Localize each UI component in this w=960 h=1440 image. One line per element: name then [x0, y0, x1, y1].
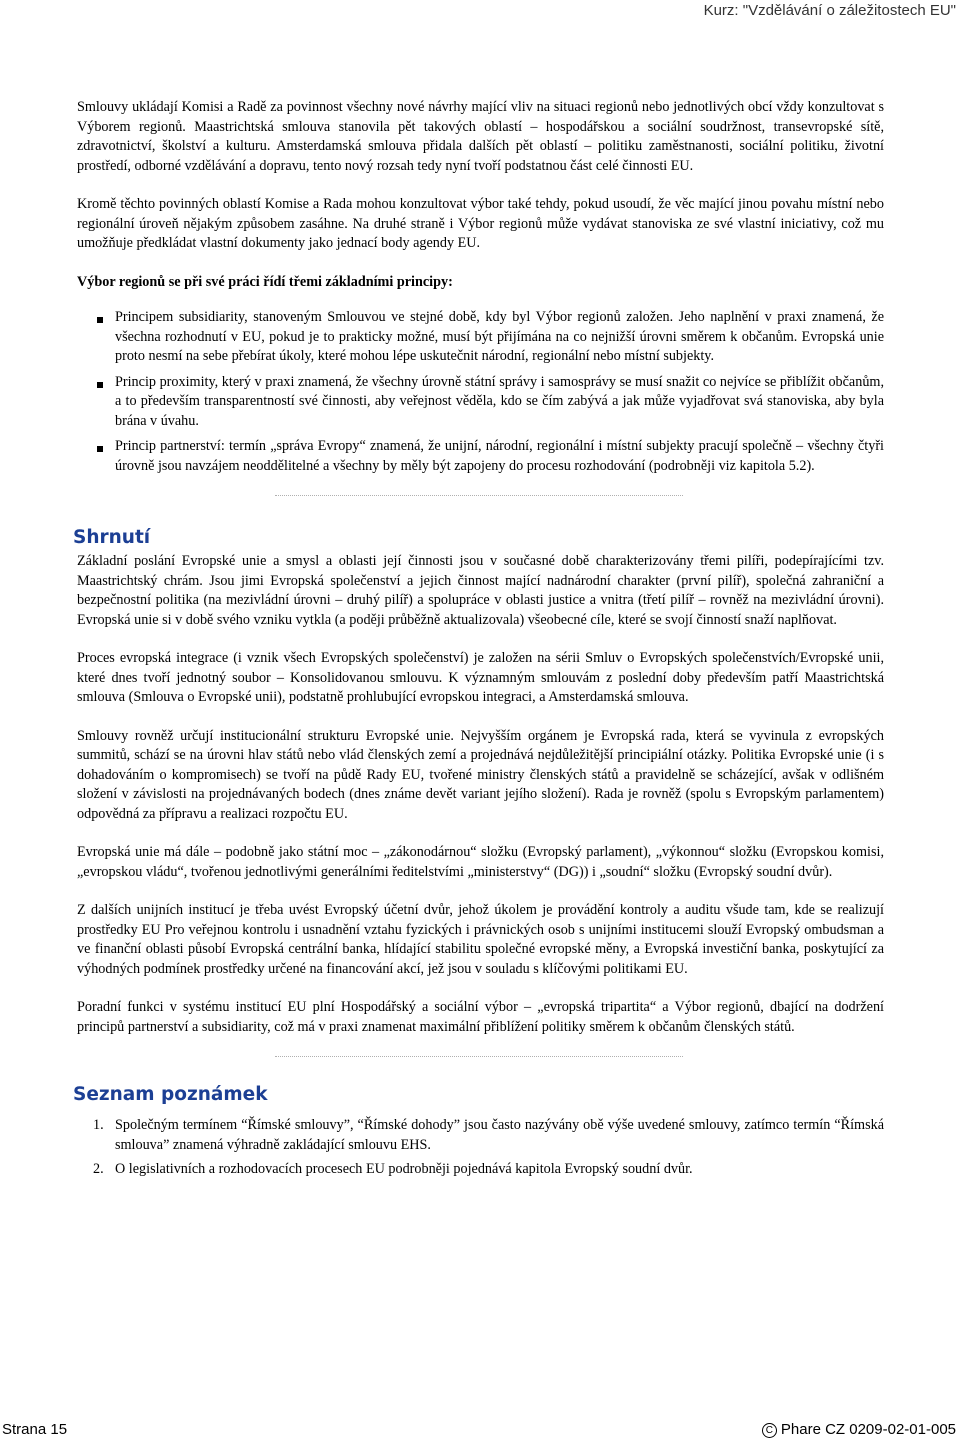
summary-paragraph: Proces evropská integrace (i vznik všech Evropských společenství) je založen na sérii Smluv o Evropských společenstvích/Evropské unii, které dnes tvoří jednotný soubor – Konsolidovanou smlouvu. K významným smlouvám z poslední doby především patří Maastrichtská smlouva (Smlouva o Evropské unii), podstatně prohlubující evropskou integraci, a Amsterdamská smlouva.	[77, 650, 884, 705]
copyright-text: Phare CZ 0209-02-01-005	[780, 1421, 956, 1438]
summary-paragraph: Poradní funkci v systému institucí EU plní Hospodářský a sociální výbor – „evropská tripartita“ a Výbor regionů, dbající na dodržení principů partnerství a subsidiarity, což má v praxi znamenat maximální přiblížení politiky směrem k občanům členských států.	[77, 999, 884, 1035]
list-item	[77, 1116, 884, 1155]
summary-paragraph: Z dalších unijních institucí je třeba uvést Evropský účetní dvůr, jehož úkolem je provádění kontroly a auditu všude tam, kde se realizují prostředky EU Pro veřejnou kontrolu i usnadnění vztahu fyzických i právnických osob s unijními institucemi slouží Evropský ombudsman a ve finanční oblasti působí Evropská centrální banka, hlídající stabilitu společné evropské měny, a Evropská investiční banka, poskytující za výhodných podmínek prostředky určené na financování akcí, jež jsou v souladu s klíčovými politikami EU.	[77, 902, 884, 977]
square-bullet-icon	[97, 382, 103, 388]
notes-heading: Seznam poznámek	[73, 1084, 268, 1105]
square-bullet-icon	[97, 317, 103, 323]
note-text: O legislativních a rozhodovacích procesech EU podrobněji pojednává kapitola Evropský soudní dvůr.	[115, 1161, 693, 1177]
list-item	[77, 1160, 884, 1180]
principles-list	[77, 308, 884, 476]
summary-paragraph: Smlouvy rovněž určují institucionální strukturu Evropské unie. Nejvyšším orgánem je Evropská rada, která se vyvinula z evropských summitů, schází se na úrovni hlav států nebo vlád členských zemí a projednává nejdůležitější principiální otázky. Politika Evropské unie (i s dohadováním o kompromisech) se tvoří na půdě Rady EU, tvořené ministry členských států a pravidelně se scházející, avšak v odlišném složení v závislosti na projednávaných bodech (dnes známe devět variant jejího složení). Rada je rovněž (spolu s Evropským parlamentem) odpovědná za přípravu a realizaci rozpočtu EU.	[77, 727, 884, 822]
principles-heading: Výbor regionů se při své práci řídí třemi základními principy:	[77, 273, 453, 290]
list-item	[77, 308, 884, 367]
section-divider	[275, 1056, 683, 1057]
list-item	[77, 437, 884, 476]
list-item-text: Principem subsidiarity, stanoveným Smlouvou ve stejné době, kdy byl Výbor regionů založen. Jeho naplnění v praxi znamená, že všechna rozhodnutí v EU, pokud je to prakticky možné, musí být přijímána na co nejnižší úrovni směrem k občanům. Evropská unie proto nesmí na sebe přebírat úkoly, které mohou lépe uskutečnit národní, regionální nebo místní subjekty.	[115, 309, 884, 364]
list-item-text: Princip proximity, který v praxi znamená, že všechny úrovně státní správy i samosprávy se musí snažit co nejvíce se přiblížit občanům, a to především transparentností své činnosti, aby veřejnost věděla, kdo se čím zabývá a jak může vyjadřovat svá stanoviska, aby byla brána v úvahu.	[115, 373, 884, 429]
summary-heading: Shrnutí	[73, 527, 151, 548]
copyright-icon: C	[762, 1423, 777, 1438]
summary-paragraph: Základní poslání Evropské unie a smysl a oblasti její činnosti jsou v současné době charakterizovány třemi pilíři, podepírajícími tzv. Maastrichtský chrám. Jsou jimi Evropská společenství a jejich činnost mající nadnárodní charakter (první pilíř), společná zahraniční a bezpečnostní politika (na mezivládní úrovni – druhý pilíř) a spolupráce v oblasti justice a vnitra (třetí pilíř – rovněž na mezivládní úrovni). Evropská unie si v době svého vzniku vytkla (a poději průběžně aktualizovala) všeobecné cíle, které se svojí činností snaží naplňovat.	[77, 553, 884, 628]
note-text: Společným termínem “Římské smlouvy”, “Římské dohody” jsou často nazývány obě výše uvedené smlouvy, zatímco termín “Římská smlouva” znamená výhradně zakládající smlouvu EHS.	[115, 1117, 884, 1153]
page-number: Strana 15	[2, 1421, 68, 1438]
paragraph-other-areas: Kromě těchto povinných oblastí Komise a Rada mohou konzultovat výbor také tehdy, pokud usoudí, že věc mající jinou povahu místní nebo regionální úroveň nějakým způsobem zasáhne. Na druhé straně i Výbor regionů může vydávat stanoviska ze své vlastní iniciativy, což mu umožňuje předkládat vlastní dokumenty jako jednací body agendy EU.	[77, 196, 884, 251]
summary-paragraph: Evropská unie má dále – podobně jako státní moc – „zákonodárnou“ složku (Evropský parlament), „výkonnou“ složku (Evropskou komisi, „evropskou vládu“, tvořenou jednotlivými generálními ředitelstvími „ministerstvy“ (DG)) i „soudní“ složku (Evropský soudní dvůr).	[77, 844, 884, 880]
square-bullet-icon	[97, 446, 103, 452]
note-number: 2.	[93, 1161, 104, 1177]
paragraph-consultation: Smlouvy ukládají Komisi a Radě za povinnost všechny nové návrhy mající vliv na situaci regionů nebo jednotlivých obcí vždy konzultovat s Výborem regionů. Maastrichtská smlouva stanovila pět takových oblastí – hospodářskou a sociální soudržnost, transevropské sítě, zdravotnictví, školství a kulturu. Amsterdamská smlouva přidala dalších pět oblastí – politiku zaměstnanosti, sociální politiku, životní prostředí, odborné vzdělávání a dopravu, tento nový rozsah tedy nyní tvoří podstatnou část celé činnosti EU.	[77, 99, 884, 174]
course-header: Kurz: "Vzdělávání o záležitostech EU"	[703, 2, 956, 19]
section-divider	[275, 495, 683, 496]
list-item-text: Princip partnerství: termín „správa Evropy“ znamená, že unijní, národní, regionální i místní subjekty pracují společně – všechny čtyři úrovně jsou navzájem neoddělitelné a všechny by měly být zapojeny do procesu rozhodování (podrobněji viz kapitola 5.2).	[115, 438, 884, 474]
page-content	[73, 98, 884, 1185]
list-item	[77, 373, 884, 432]
notes-list	[77, 1116, 884, 1180]
copyright-notice	[762, 1421, 956, 1438]
note-number: 1.	[93, 1117, 104, 1133]
